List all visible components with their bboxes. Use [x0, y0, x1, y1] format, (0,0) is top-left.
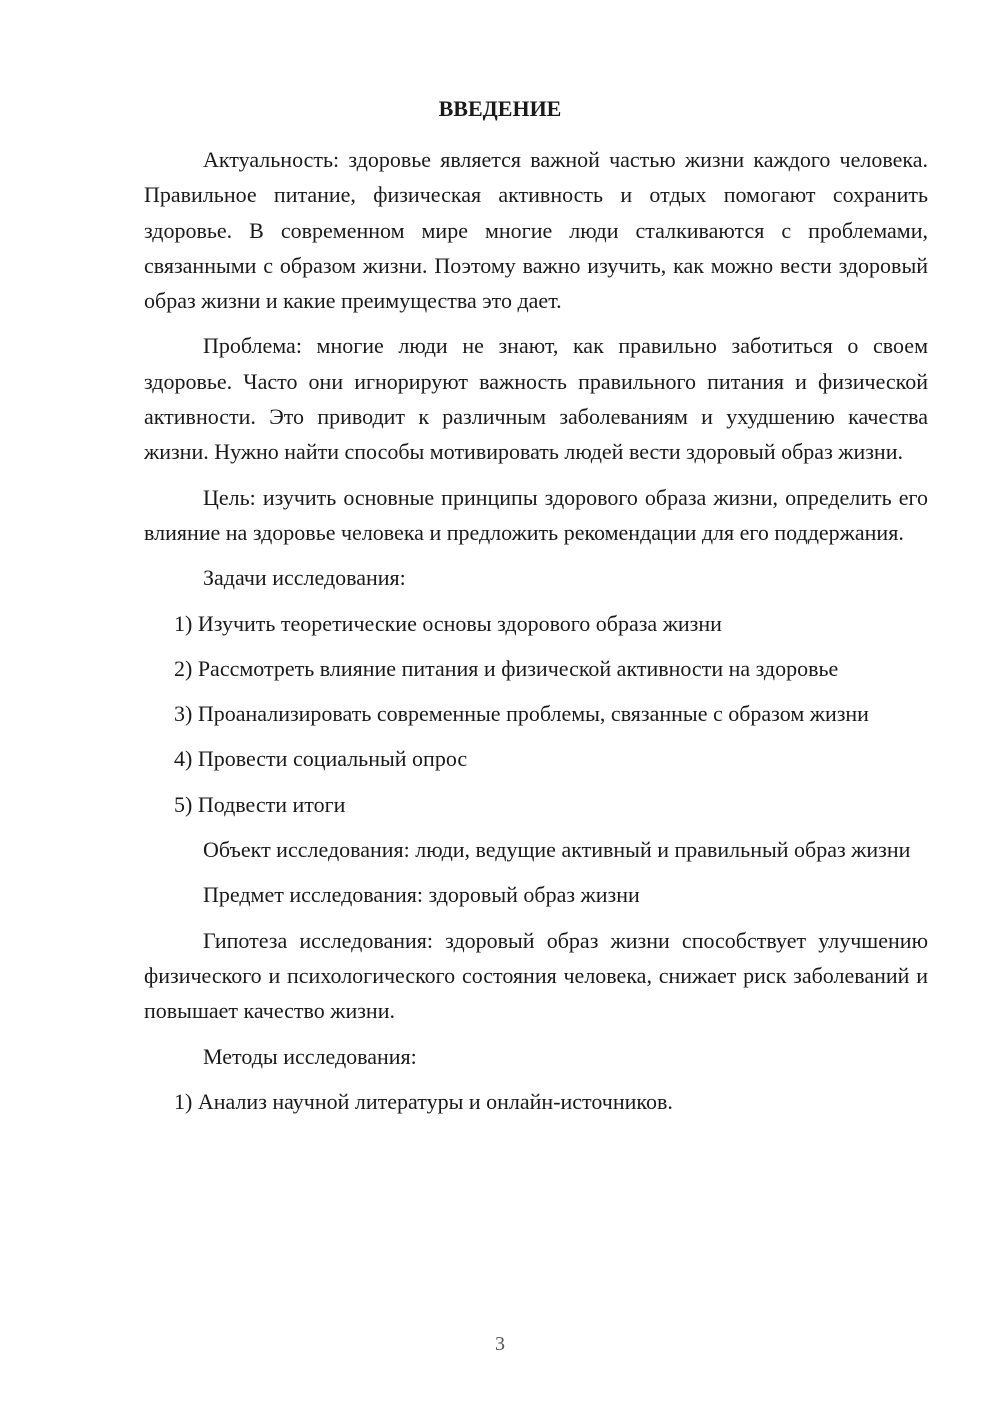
document-body	[144, 142, 928, 1129]
subject-paragraph: Предмет исследования: здоровый образ жизни	[203, 882, 640, 908]
methods-heading: Методы исследования:	[203, 1043, 417, 1069]
goal-paragraph: Цель: изучить основные принципы здорового образа жизни, определить его влияние на здоровье человека и предложить рекомендации для его поддержания.	[144, 484, 928, 545]
task-item: 3) Проанализировать современные проблемы, связанные с образом жизни	[174, 701, 869, 727]
page-title: ВВЕДЕНИЕ	[438, 96, 562, 121]
task-item: 5) Подвести итоги	[174, 791, 346, 817]
page-number: 3	[495, 1333, 505, 1355]
hypothesis-paragraph: Гипотеза исследования: здоровый образ жизни способствует улучшению физического и психологического состояния человека, снижает риск заболеваний и повышает качество жизни.	[144, 927, 928, 1024]
task-item: 1) Изучить теоретические основы здорового образа жизни	[174, 610, 722, 636]
object-paragraph: Объект исследования: люди, ведущие активный и правильный образ жизни	[203, 837, 911, 863]
method-item: 1) Анализ научной литературы и онлайн-источников.	[174, 1088, 673, 1114]
task-item: 2) Рассмотреть влияние питания и физической активности на здоровье	[174, 655, 839, 681]
task-item: 4) Провести социальный опрос	[174, 746, 468, 772]
problem-paragraph: Проблема: многие люди не знают, как правильно заботиться о своем здоровье. Часто они игнорируют важность правильного питания и физической активности. Это приводит к различным заболеваниям и ухудшению качества жизни. Нужно найти способы мотивировать людей вести здоровый образ жизни.	[144, 333, 928, 465]
tasks-heading: Задачи исследования:	[203, 565, 406, 591]
relevance-paragraph: Актуальность: здоровье является важной частью жизни каждого человека. Правильное питание, физическая активность и отдых помогают сохранить здоровье. В современном мире многие люди сталкиваются с проблемами, связанными с образом жизни. Поэтому важно изучить, как можно вести здоровый образ жизни и какие преимущества это дает.	[144, 147, 928, 314]
